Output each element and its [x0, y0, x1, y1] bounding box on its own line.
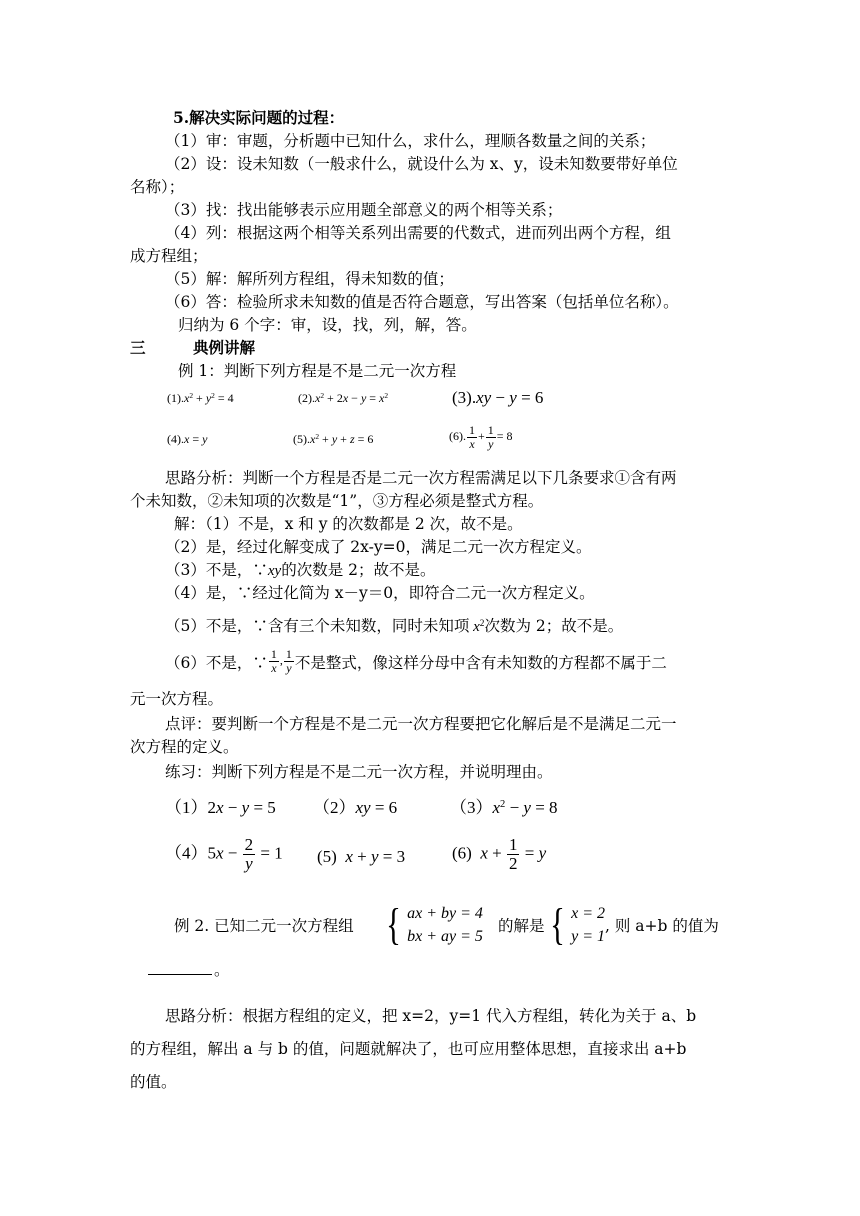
example2-text: 例 2. 已知二元一次方程组 — [174, 917, 354, 935]
equation-4: (4).x = y — [167, 432, 208, 446]
solution-line: （2）是，经过化解变成了 2x-y=0，满足二元一次方程定义。 — [165, 538, 592, 556]
solution-text: 次数为 2；故不是。 — [484, 617, 624, 635]
analysis-line: 个未知数，②未知项的次数是“1”，③方程必须是整式方程。 — [130, 492, 544, 510]
system-eq-2: bx + ay = 5 — [407, 928, 483, 945]
comment-line: 次方程的定义。 — [130, 738, 239, 756]
practice-eq-1: （1）2x − y = 5 — [165, 798, 276, 817]
equation-3: (3).xy − y = 6 — [452, 388, 544, 407]
solution-y: y = 1 — [571, 928, 606, 945]
solution-line: 元一次方程。 — [130, 690, 224, 708]
solution-line — [165, 616, 623, 637]
brace: { — [550, 900, 565, 949]
inline-math: xy — [267, 563, 282, 579]
step-line: （2）设：设未知数（一般求什么，就设什么为 x、y，设未知数要带好单位 — [165, 155, 678, 173]
equation-2: $(2).x^2 + 2x - y = x^2$ — [298, 390, 389, 405]
analysis-line: 的值。 — [130, 1073, 177, 1091]
practice-eq-3: $(3)x^2 - y = 8$ — [450, 798, 558, 817]
step-line: （4）列：根据这两个相等关系列出需要的代数式，进而列出两个方程，组 — [165, 224, 671, 242]
solution-system — [547, 902, 605, 948]
period: 。 — [214, 961, 230, 979]
example2-text: , 则 a+b 的值为 — [605, 917, 719, 935]
solution-x: x = 2 — [571, 905, 606, 922]
equation-system — [383, 902, 483, 948]
system-eq-1: ax + by = 4 — [407, 905, 483, 922]
section-heading: 5.解决实际问题的过程： — [173, 108, 345, 127]
practice-eq-6: (6) x + $\frac{1}{2}$ = y — [452, 835, 547, 873]
inline-math: 1 x , 1 y — [270, 647, 292, 675]
equation-1: $(1).x^2 + y^2 = 4$ — [167, 390, 234, 405]
section-title: 典例讲解 — [193, 338, 256, 357]
practice-prompt: 练习：判断下列方程是不是二元一次方程，并说明理由。 — [165, 763, 553, 781]
practice-eq-4: （4）5x − $\frac{2}{y}$ = 1 — [165, 835, 283, 873]
solution-text: 的次数是 2；故不是。 — [281, 561, 436, 579]
solution-line: 解：（1）不是，x 和 y 的次数都是 2 次，故不是。 — [174, 515, 523, 533]
step-line: （3）找：找出能够表示应用题全部意义的两个相等关系； — [165, 201, 563, 219]
equation-6: (6). $\frac{1}{x}$ + $\frac{1}{y}$ = 8 — [449, 423, 513, 451]
step-line: 成方程组； — [130, 247, 208, 265]
example-prompt: 例 1：判断下列方程是不是二元一次方程 — [178, 362, 457, 380]
analysis-line: 的方程组，解出 a 与 b 的值，问题就解决了，也可应用整体思想，直接求出 a+b — [130, 1040, 687, 1058]
solution-text: （3）不是，∵ — [165, 561, 268, 579]
summary-line: 归纳为 6 个字：审，设，找，列，解，答。 — [178, 316, 477, 334]
solution-text: （6）不是，∵ — [165, 653, 268, 672]
inline-math: $x^2$ — [473, 618, 485, 635]
practice-eq-2: （2）xy = 6 — [313, 798, 398, 817]
comment-line: 点评：要判断一个方程是不是二元一次方程要把它化解后是不是满足二元一 — [165, 715, 677, 733]
section-number: 三 — [130, 338, 146, 357]
step-line: （6）答：检验所求未知数的值是否符合题意，写出答案（包括单位名称）。 — [165, 293, 679, 311]
step-line: 名称）； — [130, 178, 185, 196]
answer-blank[interactable] — [148, 974, 212, 975]
example2-text: 的解是 — [498, 917, 545, 935]
step-line: （1）审：审题，分析题中已知什么，求什么，理顺各数量之间的关系； — [165, 132, 656, 150]
analysis-line: 思路分析：判断一个方程是否是二元一次方程需满足以下几条要求①含有两 — [165, 469, 677, 487]
step-line: （5）解：解所列方程组，得未知数的值； — [165, 270, 454, 288]
solution-line: （4）是，∵经过化简为 x－y＝0，即符合二元一次方程定义。 — [165, 584, 595, 602]
answer-blank-line — [148, 960, 230, 980]
solution-text: 不是整式，像这样分母中含有未知数的方程都不属于二 — [294, 653, 667, 672]
solution-line — [165, 560, 436, 581]
solution-line — [165, 647, 667, 678]
analysis-line: 思路分析：根据方程组的定义，把 x=2，y=1 代入方程组，转化为关于 a、b — [165, 1007, 697, 1025]
solution-text: （5）不是，∵含有三个未知数，同时未知项 — [165, 617, 470, 635]
practice-eq-5: (5) x + y = 3 — [317, 847, 406, 866]
brace: { — [386, 900, 401, 949]
equation-5: $(5).x^2 + y + z = 6$ — [293, 431, 374, 446]
